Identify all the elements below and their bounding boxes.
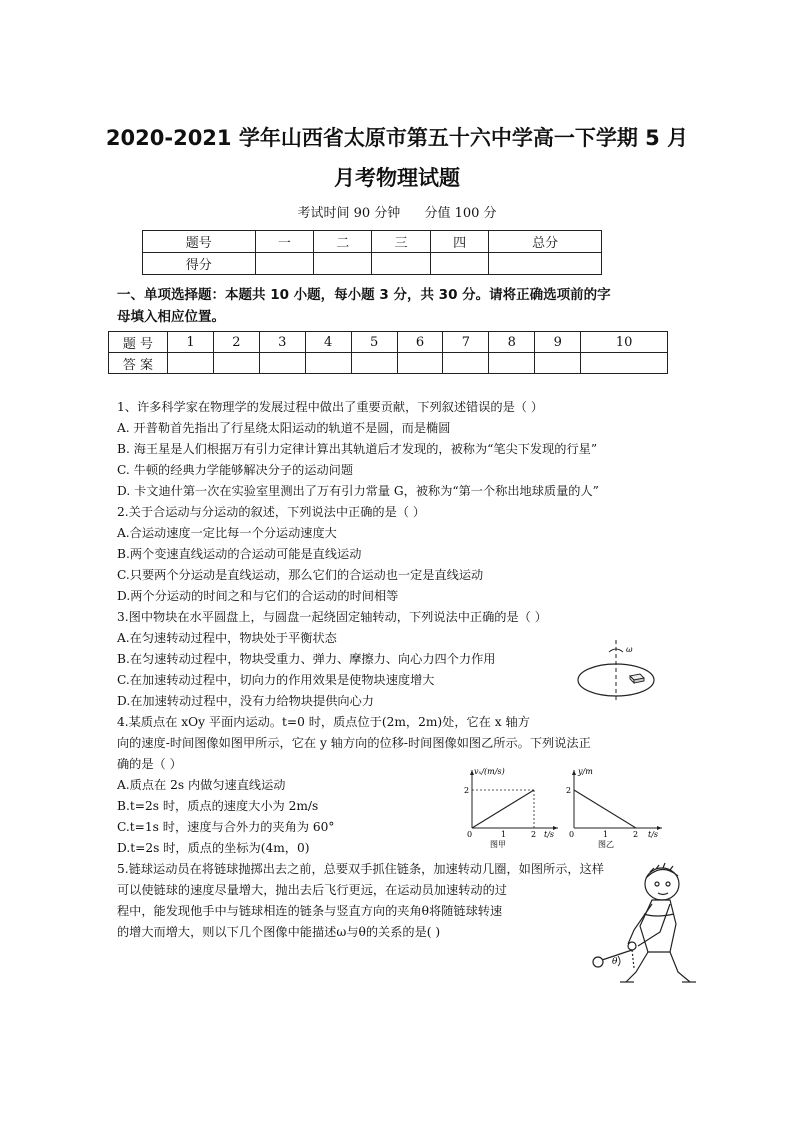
chart-yi-caption: 图乙 [598,840,614,849]
block-on-disk [630,674,644,683]
answer-cell[interactable] [213,353,259,374]
question-4-option-a: A.质点在 2s 内做匀速直线运动 [117,778,286,792]
score-header: 总分 [489,231,602,253]
answer-number: 1 [168,332,214,353]
section-1-line2: 母填入相应位置。 [117,309,225,325]
question-1-option-d: D. 卡文迪什第一次在实验室里测出了万有引力常量 G，被称为“第一个称出地球质量的人” [117,484,599,498]
chart-yi [562,764,670,850]
chart-jia-series-line [472,790,534,828]
exam-time: 考试时间 90 分钟 [297,206,401,221]
answer-table [108,331,668,374]
answer-number: 3 [259,332,305,353]
section-1-heading [117,284,677,328]
answer-number: 10 [581,332,668,353]
chart-jia-xtick-1: 1 [501,830,507,839]
answer-header-label: 题 号 [109,332,168,353]
score-cell[interactable] [255,253,313,275]
score-cell[interactable] [430,253,488,275]
answer-number: 5 [351,332,397,353]
question-1-option-c: C. 牛顿的经典力学能够解决分子的运动问题 [117,463,354,477]
answer-cell[interactable] [397,353,443,374]
omega-label: ω [626,645,633,654]
answer-cell[interactable] [535,353,581,374]
chart-jia [454,764,562,850]
answer-number: 7 [443,332,489,353]
chart-jia-ylabel: vₓ/(m/s) [474,767,505,776]
chart-yi-ylabel: y/m [578,767,593,776]
question-2-option-b: B.两个变速直线运动的合运动可能是直线运动 [117,547,362,561]
question-2-option-a: A.合运动速度一定比每一个分运动速度大 [117,526,337,540]
answer-number: 6 [397,332,443,353]
chart-jia-caption: 图甲 [490,840,506,849]
answer-number: 2 [213,332,259,353]
question-3-option-d: D.在加速转动过程中，没有力给物块提供向心力 [117,694,374,708]
chart-jia-xtick-0: 0 [467,830,473,839]
hammer-ball [593,957,603,967]
exam-info [0,202,794,221]
exam-title-line2: 月考物理试题 [334,166,460,190]
question-5-stem-line4: 的增大而增大，则以下几个图像中能描述ω与θ的关系的是( ) [117,925,441,939]
chart-yi-xtick-0: 0 [569,830,575,839]
answer-number: 4 [305,332,351,353]
answer-cell[interactable] [443,353,489,374]
score-header: 三 [372,231,430,253]
score-row-label: 得分 [143,253,256,275]
rotating-disk-figure [574,638,658,704]
question-4-option-b: B.t=2s 时，质点的速度大小为 2m/s [117,799,319,813]
question-2-option-d: D.两个分运动的时间之和与它们的合运动的时间相等 [117,589,399,603]
question-3-stem: 3.图中物块在水平圆盘上，与圆盘一起绕固定轴转动，下列说法中正确的是（ ） [117,610,547,624]
question-5-stem-line1: 5.链球运动员在将链球抛掷出去之前，总要双手抓住链条，加速转动几圈，如图所示，这样 [117,862,604,876]
question-1-option-a: A. 开普勒首先指出了行星绕太阳运动的轨道不是圆，而是椭圆 [117,421,451,435]
exam-title-line1: 2020-2021 学年山西省太原市第五十六中学高一下学期 5 月 [105,126,689,150]
score-header: 题号 [143,231,256,253]
question-3-option-a: A.在匀速转动过程中，物块处于平衡状态 [117,631,337,645]
answer-row-label: 答 案 [109,353,168,374]
section-1-line1: 一、单项选择题：本题共 10 小题，每小题 3 分，共 30 分。请将正确选项前的字 [117,287,611,303]
answer-cell[interactable] [305,353,351,374]
theta-arc [618,956,620,966]
chart-yi-series-line [574,790,636,828]
score-header: 四 [430,231,488,253]
hammer-thrower-figure [578,860,698,988]
question-1-stem: 1、许多科学家在物理学的发展过程中做出了重要贡献，下列叙述错误的是（ ） [117,400,544,414]
question-3-option-b: B.在匀速转动过程中，物块受重力、弹力、摩擦力、向心力四个力作用 [117,652,496,666]
theta-label: θ [612,957,618,967]
question-5-stem-line3: 程中，能发现他手中与链球相连的链条与竖直方向的夹角θ将随链球转速 [117,904,503,918]
question-4-stem-line2: 向的速度-时间图像如图甲所示，它在 y 轴方向的位移-时间图像如图乙所示。下列说法正 [117,736,591,750]
score-cell[interactable] [314,253,372,275]
question-2-option-c: C.只要两个分运动是直线运动，那么它们的合运动也一定是直线运动 [117,568,484,582]
question-2-stem: 2.关于合运动与分运动的叙述，下列说法中正确的是（ ） [117,505,426,519]
question-1-option-b: B. 海王星是人们根据万有引力定律计算出其轨道后才发现的，被称为“笔尖下发现的行星” [117,442,598,456]
question-3-option-c: C.在加速转动过程中，切向力的作用效果是使物块速度增大 [117,673,435,687]
score-cell[interactable] [372,253,430,275]
answer-cell[interactable] [168,353,214,374]
chart-jia-ytick: 2 [464,786,470,795]
score-header: 二 [314,231,372,253]
chart-jia-xtick-2: 2 [531,830,537,839]
score-header: 一 [255,231,313,253]
chart-yi-xlabel: t/s [648,830,659,839]
score-table [142,230,602,275]
question-5-stem-line2: 可以使链球的速度尽量增大，抛出去后飞行更远，在运动员加速转动的过 [117,883,507,897]
question-4-stem-line1: 4.某质点在 xOy 平面内运动。t=0 时，质点位于(2m，2m)处，它在 x 轴方 [117,715,530,729]
chart-yi-ytick: 2 [566,786,572,795]
question-4-option-d: D.t=2s 时，质点的坐标为(4m，0) [117,841,310,855]
question-4-option-c: C.t=1s 时，速度与合外力的夹角为 60° [117,820,335,834]
answer-cell[interactable] [351,353,397,374]
score-cell[interactable] [489,253,602,275]
chart-yi-y-arrow [572,770,576,775]
answer-cell[interactable] [259,353,305,374]
chart-yi-xtick-1: 1 [603,830,609,839]
question-4-stem-line3: 确的是（ ） [117,757,182,771]
answer-cell[interactable] [489,353,535,374]
answer-cell[interactable] [581,353,668,374]
chart-yi-xtick-2: 2 [633,830,639,839]
exam-score-total: 分值 100 分 [424,206,497,221]
answer-number: 9 [535,332,581,353]
chart-jia-xlabel: t/s [544,830,555,839]
answer-number: 8 [489,332,535,353]
